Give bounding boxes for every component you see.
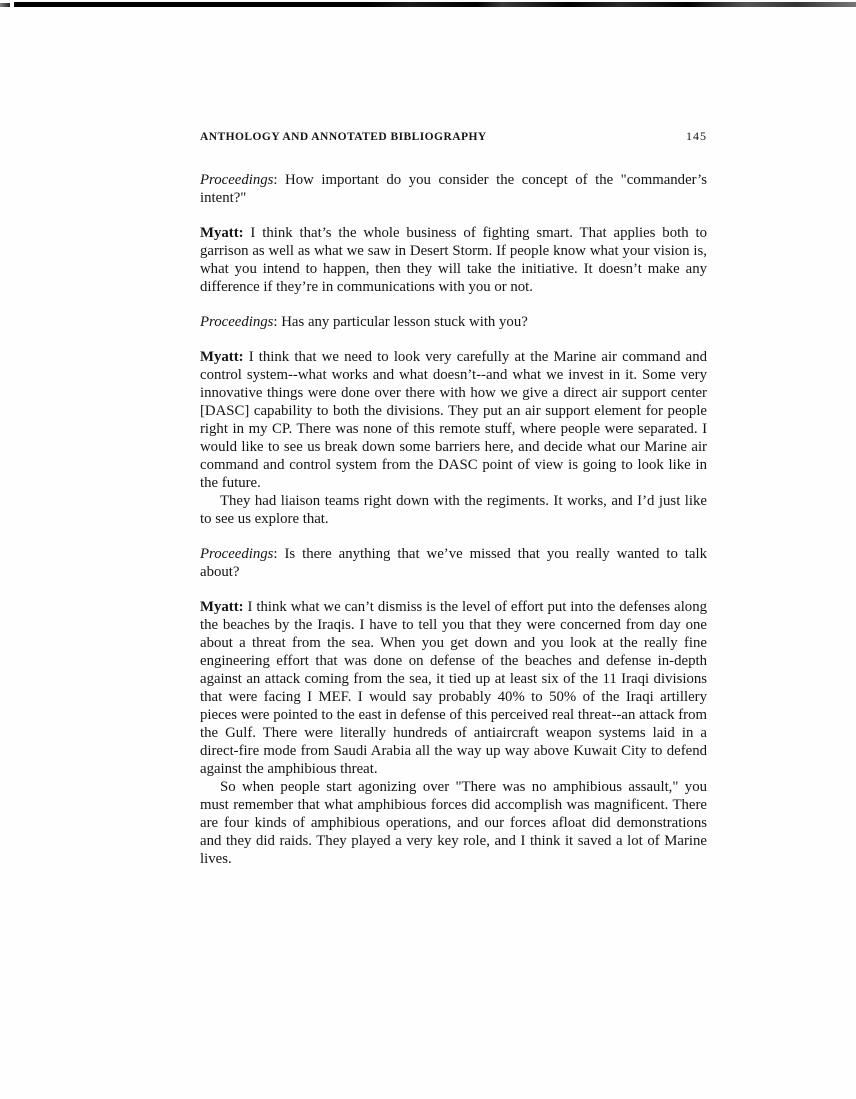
paragraph-answer-3-continuation [200,778,707,868]
paragraph-answer-1 [200,224,707,296]
paragraph-answer-2 [200,348,707,492]
scan-artifact-fragment [0,3,10,7]
paragraph-answer-3 [200,598,707,778]
speaker-label: Proceedings [200,314,274,330]
scan-artifact-top-bar [14,2,856,7]
page-number: 145 [686,129,707,143]
page-header [200,129,707,144]
paragraph-text: They had liaison teams right down with the regiments. It works, and I’d just like to see us explore that. [200,493,707,527]
paragraph-question-1 [200,171,707,207]
paragraph-text: : Is there anything that we’ve missed that you really wanted to talk about? [200,546,707,580]
paragraph-text: I think that’s the whole business of fighting smart. That applies both to garrison as well as what we saw in Desert Storm. If people know what your vision is, what you intend to happen, then they will take the initiative. It doesn’t make any difference if they’re in communications with you or not. [200,225,707,295]
document-body [200,171,707,885]
running-header-title: ANTHOLOGY AND ANNOTATED BIBLIOGRAPHY [200,131,487,143]
speaker-label: Myatt: [200,225,244,241]
speaker-label: Proceedings [200,172,274,188]
paragraph-text: I think that we need to look very carefully at the Marine air command and control system--what works and what doesn’t--and what we invest in it. Some very innovative things were done over there with how we give a direct air support center [DASC] capability to both the divisions. They put an air support element for people right in my CP. There was none of this remote stuff, where people were separated. I would like to see us break down some barriers here, and decide what our Marine air command and control system from the DASC point of view is going to look like in the future. [200,349,707,491]
speaker-label: Proceedings [200,546,274,562]
paragraph-text: : Has any particular lesson stuck with you? [273,314,528,330]
speaker-label: Myatt: [200,599,244,615]
paragraph-question-2 [200,313,707,331]
paragraph-answer-2-continuation [200,492,707,528]
paragraph-text: I think what we can’t dismiss is the level of effort put into the defenses along the beaches by the Iraqis. I have to tell you that they were concerned from day one about a threat from the sea. When you get down and you look at the really fine engineering effort that was done on defense of the beaches and defense in-depth against an attack coming from the sea, it tied up at least six of the 11 Iraqi divisions that were facing I MEF. I would say probably 40% to 50% of the Iraqi artillery pieces were pointed to the east in defense of this perceived real threat--an attack from the Gulf. There were literally hundreds of antiaircraft weapon systems laid in a direct-fire mode from Saudi Arabia all the way up way above Kuwait City to defend against the amphibious threat. [200,599,707,777]
paragraph-text: : How important do you consider the concept of the "commander’s intent?" [200,172,707,206]
paragraph-text: So when people start agonizing over "There was no amphibious assault," you must remember that what amphibious forces did accomplish was magnificent. There are four kinds of amphibious operations, and our forces afloat did demonstrations and they did raids. They played a very key role, and I think it saved a lot of Marine lives. [200,779,707,867]
speaker-label: Myatt: [200,349,244,365]
paragraph-question-3 [200,545,707,581]
